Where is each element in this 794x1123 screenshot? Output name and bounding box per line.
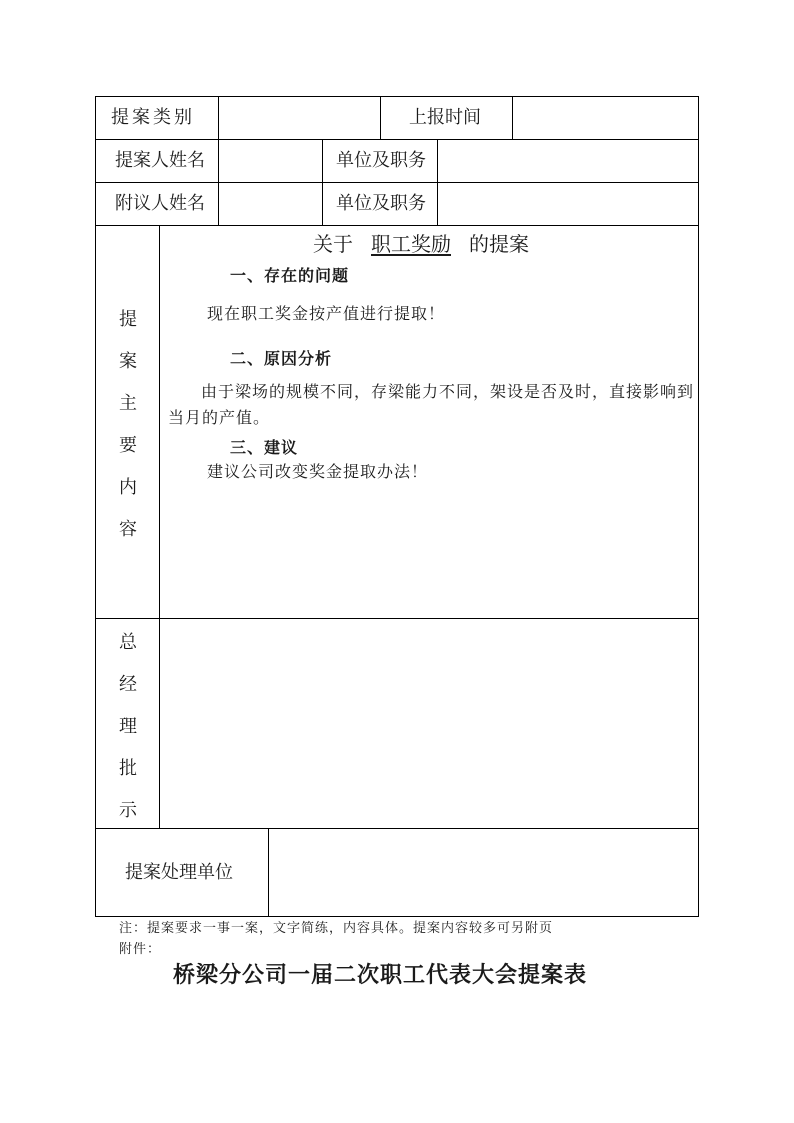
attachment-label: 附件： [119, 942, 162, 957]
proposal-title: 关于 职工奖励 的提案 [313, 232, 529, 256]
document-title: 桥梁分公司一届二次职工代表大会提案表 [173, 962, 588, 988]
section1-heading: 一、存在的问题 [230, 266, 350, 285]
footer-note: 注：提案要求一事一案，文字简练，内容具体。提案内容较多可另附页 [119, 921, 554, 936]
section2-heading: 二、原因分析 [230, 349, 333, 368]
seconder-name-field[interactable] [219, 183, 321, 225]
gm-approval-label: 总 经 理 批 示 [119, 632, 137, 821]
section1-text: 现在职工奖金按产值进行提取！ [207, 304, 446, 323]
proposer-name-label: 提案人姓名 [115, 150, 205, 171]
section3-heading: 三、建议 [230, 438, 299, 457]
handling-unit-field[interactable] [269, 829, 697, 915]
handling-unit-label: 提案处理单位 [125, 862, 233, 883]
seconder-unit-position-label: 单位及职务 [336, 193, 426, 214]
seconder-unit-position-field[interactable] [438, 183, 697, 225]
proposal-subject: 职工奖励 [371, 232, 451, 256]
section3-text: 建议公司改变奖金提取办法！ [207, 462, 429, 481]
unit-position-label: 单位及职务 [336, 150, 426, 171]
unit-position-field[interactable] [438, 140, 697, 182]
main-content-label: 提 案 主 要 内 容 [119, 309, 137, 540]
section2-text: 由于梁场的规模不同，存梁能力不同，架设是否及时，直接影响到当月的产值。 [168, 382, 695, 427]
report-time-field[interactable] [513, 97, 697, 139]
category-label: 提案类别 [111, 107, 195, 128]
seconder-name-label: 附议人姓名 [115, 193, 205, 214]
report-time-label: 上报时间 [409, 107, 481, 128]
category-field[interactable] [219, 97, 379, 139]
proposer-name-field[interactable] [219, 140, 321, 182]
gm-approval-field[interactable] [160, 619, 697, 827]
